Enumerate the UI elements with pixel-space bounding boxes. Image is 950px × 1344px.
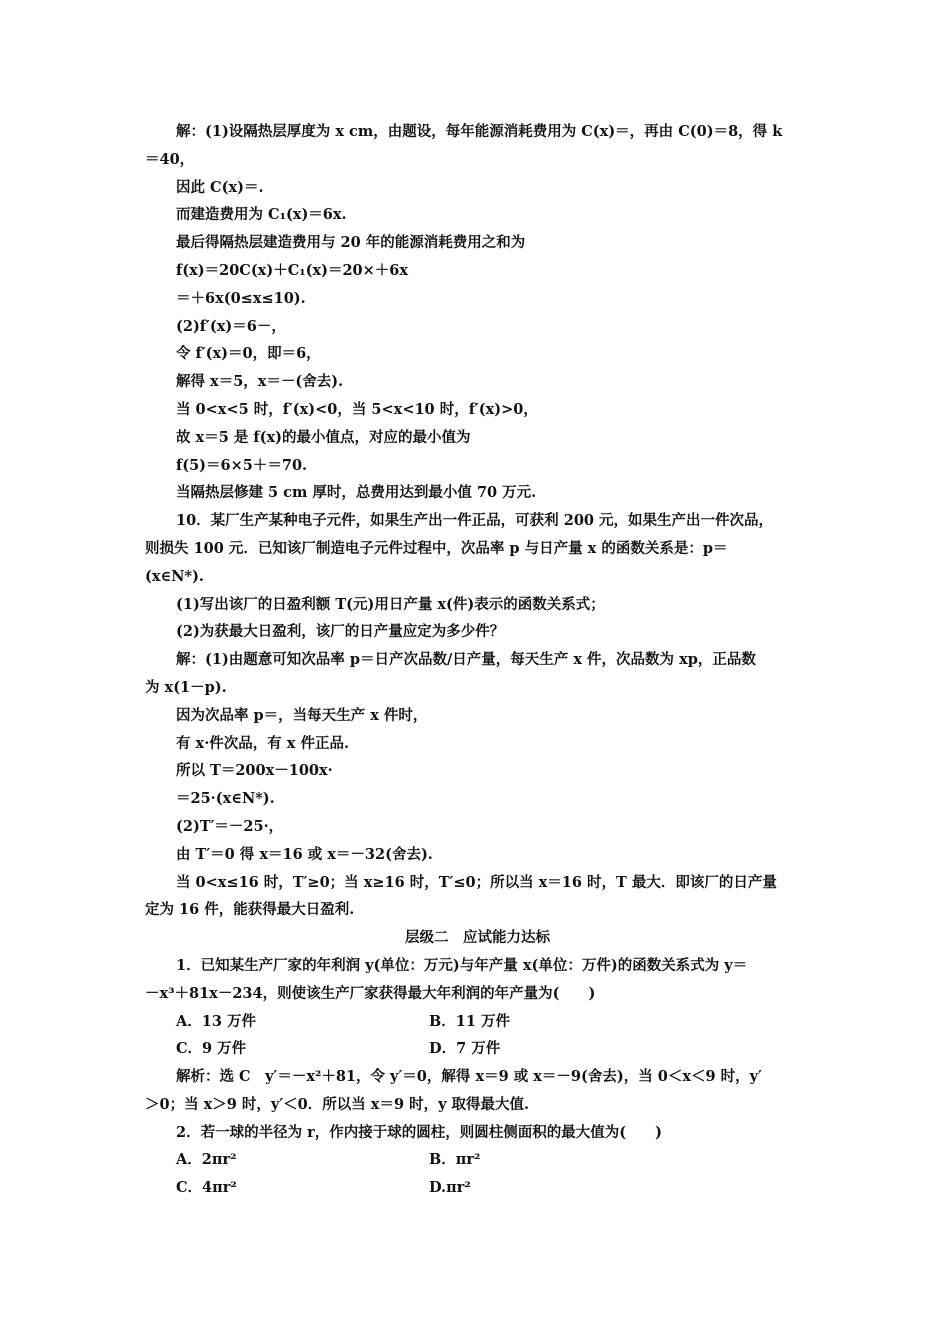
text-line: 最后得隔热层建造费用与 20 年的能源消耗费用之和为 (176, 234, 526, 252)
text-line: (2)为获最大日盈利，该厂的日产量应定为多少件？ (176, 623, 505, 641)
text-line: 解：(1)设隔热层厚度为 x cm，由题设，每年能源消耗费用为 C(x)＝，再由 C(0)＝8，得 k (176, 123, 783, 140)
text-line: (x∈N*). (145, 567, 204, 585)
document-page (145, 118, 810, 1202)
text-line: 因为次品率 p＝，当每天生产 x 件时， (176, 706, 428, 724)
analysis-line: 解析：选 C y′＝－x²＋81，令 y′＝0，解得 x＝9 或 x＝－9(舍去)，当 0＜x＜9 时，y′ (176, 1068, 762, 1086)
option-a: A．2πr² (176, 1151, 237, 1169)
text-line: ＝25·(x∈N*). (176, 790, 275, 808)
text-line: f(x)＝20C(x)＋C₁(x)＝20×＋6x (176, 261, 409, 279)
text-line: 故 x＝5 是 f(x)的最小值点，对应的最小值为 (176, 428, 471, 446)
option-row (145, 1174, 810, 1202)
solution-9 (145, 118, 810, 507)
option-d: D．7 万件 (429, 1040, 501, 1058)
text-line: ＝40， (145, 150, 195, 168)
text-line: (1)写出该厂的日盈利额 T(元)用日产量 x(件)表示的函数关系式； (176, 595, 605, 613)
text-line: 解得 x＝5，x＝－(舍去). (176, 373, 344, 391)
text-line: 令 f′(x)＝0，即＝6， (176, 345, 321, 363)
option-row (145, 1146, 810, 1174)
question-stem: 1．已知某生产厂家的年利润 y(单位：万元)与年产量 x(单位：万件)的函数关系式为 y＝ (176, 956, 748, 974)
text-line: (2)T′＝－25·， (176, 817, 284, 835)
text-line: f(5)＝6×5＋＝70. (176, 456, 308, 474)
option-b: B．11 万件 (429, 1012, 510, 1030)
option-b: B．πr² (429, 1151, 481, 1169)
option-c: C．4πr² (176, 1179, 237, 1197)
text-line: 有 x·件次品，有 x 件正品. (176, 734, 350, 752)
section-title: 层级二 应试能力达标 (405, 929, 550, 947)
text-line: 当隔热层修建 5 cm 厚时，总费用达到最小值 70 万元. (176, 484, 537, 502)
option-c: C．9 万件 (176, 1040, 247, 1058)
solution-10 (145, 646, 810, 924)
option-d: D.πr² (429, 1179, 471, 1197)
text-line: 而建造费用为 C₁(x)＝6x. (176, 206, 347, 224)
text-line: 所以 T＝200x－100x· (176, 762, 333, 780)
problem-10 (145, 507, 810, 646)
text-line: 由 T′＝0 得 x＝16 或 x＝－32(舍去). (176, 845, 433, 863)
option-row (145, 1035, 810, 1063)
text-line: ＝＋6x(0≤x≤10). (176, 289, 306, 307)
text-line: 为 x(1－p). (145, 678, 227, 696)
text-line: 因此 C(x)＝. (176, 178, 264, 196)
option-row (145, 1008, 810, 1036)
text-line: 解：(1)由题意可知次品率 p＝日产次品数/日产量，每天生产 x 件，次品数为 xp，正品数 (176, 651, 756, 669)
text-line: 定为 16 件，能获得最大日盈利. (145, 901, 355, 919)
question-1 (145, 952, 810, 1119)
question-stem: －x³＋81x－234，则使该生产厂家获得最大年利润的年产量为( ) (145, 984, 596, 1002)
text-line: (2)f′(x)＝6－， (176, 317, 286, 335)
text-line: 当 0<x≤16 时，T′≥0；当 x≥16 时，T′≤0；所以当 x＝16 时，T 最大．即该厂的日产量 (176, 873, 777, 891)
text-line: 则损失 100 元．已知该厂制造电子元件过程中，次品率 p 与日产量 x 的函数关系是：p＝ (145, 539, 728, 557)
option-a: A．13 万件 (176, 1012, 256, 1030)
question-2 (145, 1119, 810, 1202)
analysis-line: ＞0；当 x＞9 时，y′＜0．所以当 x＝9 时，y 取得最大值. (145, 1095, 530, 1113)
text-line: 10．某厂生产某种电子元件，如果生产出一件正品，可获利 200 元，如果生产出一件次品， (176, 512, 774, 530)
text-line: 当 0<x<5 时，f′(x)<0，当 5<x<10 时，f′(x)>0， (176, 400, 538, 418)
question-stem: 2．若一球的半径为 r，作内接于球的圆柱，则圆柱侧面积的最大值为( ) (176, 1123, 662, 1141)
